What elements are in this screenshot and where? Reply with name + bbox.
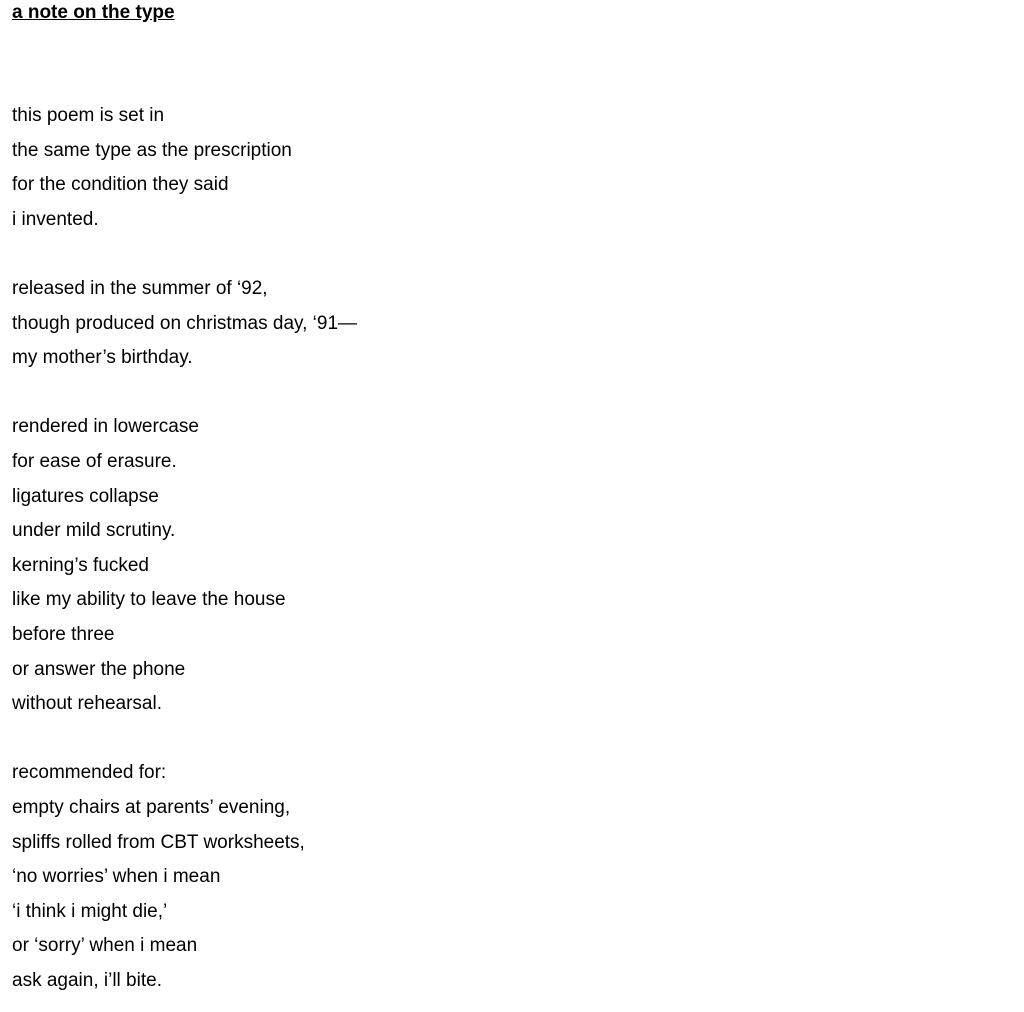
poem-line: though produced on christmas day, ‘91— bbox=[12, 312, 358, 334]
poem-line: ligatures collapse bbox=[12, 485, 159, 507]
poem-line: or answer the phone bbox=[12, 658, 186, 680]
poem-line: for ease of erasure. bbox=[12, 451, 177, 472]
poem-line: empty chairs at parents’ evening, bbox=[12, 797, 291, 818]
poem-line: kerning’s fucked bbox=[12, 554, 149, 576]
poem-line: under mild scrutiny. bbox=[12, 520, 176, 542]
poem-line: released in the summer of ‘92, bbox=[12, 278, 268, 299]
poem-line: my mother’s birthday. bbox=[12, 347, 193, 369]
poem-line: spliffs rolled from CBT worksheets, bbox=[12, 831, 305, 853]
poem-line: without rehearsal. bbox=[12, 693, 162, 715]
poem-line: like my ability to leave the house bbox=[12, 589, 286, 611]
poem-line: ask again, i’ll bite. bbox=[12, 970, 162, 991]
poem-line: ‘no worries’ when i mean bbox=[12, 866, 221, 888]
poem-line: before three bbox=[12, 624, 115, 645]
poem-line: rendered in lowercase bbox=[12, 416, 199, 438]
poem-line: i invented. bbox=[12, 208, 99, 230]
poem-line: or ‘sorry’ when i mean bbox=[12, 935, 198, 957]
poem-title: a note on the type bbox=[12, 2, 175, 23]
poem-line: for the condition they said bbox=[12, 174, 229, 196]
poem-line: recommended for: bbox=[12, 762, 167, 784]
poem-line: the same type as the prescription bbox=[12, 139, 292, 161]
poem-line: this poem is set in bbox=[12, 105, 165, 126]
poem-line: ‘i think i might die,’ bbox=[12, 900, 168, 922]
